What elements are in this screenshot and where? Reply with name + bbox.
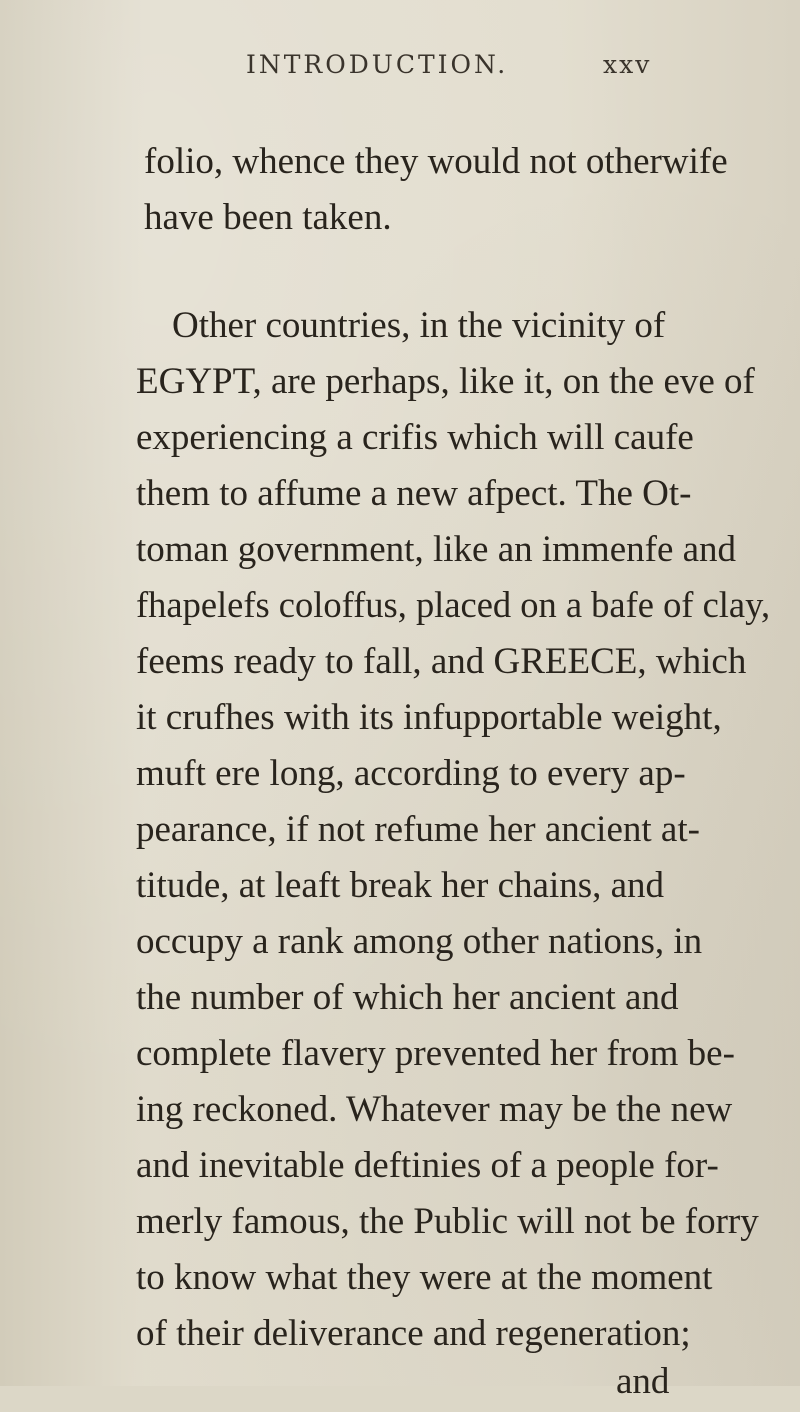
text-line: [0, 744, 800, 804]
text-line: [0, 296, 800, 356]
text-line: [0, 408, 800, 468]
line-text: pearance, if not refume her ancient at-: [136, 809, 700, 850]
text-line: [0, 188, 800, 248]
text-line: [0, 856, 800, 916]
line-text: to know what they were at the moment: [136, 1257, 713, 1298]
text-line: [0, 576, 800, 636]
line-text: EGYPT, are perhaps, like it, on the eve of: [136, 361, 755, 402]
line-text: toman government, like an immenfe and: [136, 529, 737, 570]
line-text: muft ere long, according to every ap-: [136, 753, 686, 794]
line-text: titude, at leaft break her chains, and: [136, 865, 665, 906]
line-text: fhapelefs coloffus, placed on a bafe of clay,: [136, 585, 771, 626]
text-line: [0, 352, 800, 412]
line-text: have been taken.: [144, 197, 392, 238]
line-text: them to affume a new afpect. The Ot-: [136, 473, 692, 514]
text-line: [0, 1024, 800, 1084]
text-line: [0, 800, 800, 860]
text-line: [0, 132, 800, 192]
text-line: [0, 1080, 800, 1140]
text-line: [0, 1192, 800, 1252]
text-line: [0, 464, 800, 524]
line-text: occupy a rank among other nations, in: [136, 921, 703, 962]
line-text: of their deliverance and regeneration;: [136, 1313, 691, 1354]
text-line: [0, 1248, 800, 1308]
line-text: it crufhes with its infupportable weight,: [136, 697, 722, 738]
line-text: folio, whence they would not otherwife: [144, 141, 728, 182]
line-text: and inevitable deftinies of a people for-: [136, 1145, 719, 1186]
text-line: [0, 688, 800, 748]
line-text: the number of which her ancient and: [136, 977, 679, 1018]
chapter-title: INTRODUCTION.: [246, 50, 509, 79]
catchword: and: [616, 1361, 670, 1402]
line-text: Other countries, in the vicinity of: [172, 305, 666, 346]
line-text: experiencing a crifis which will caufe: [136, 417, 694, 458]
line-text: feems ready to fall, and GREECE, which: [136, 641, 747, 682]
text-line: [0, 968, 800, 1028]
line-text: ing reckoned. Whatever may be the new: [136, 1089, 733, 1130]
line-text: complete flavery prevented her from be-: [136, 1033, 735, 1074]
running-head: [0, 50, 800, 90]
text-line: [0, 632, 800, 692]
text-line: [0, 912, 800, 972]
text-line: [0, 520, 800, 580]
page-number: xxv: [603, 50, 652, 79]
text-line: [0, 1136, 800, 1196]
line-text: merly famous, the Public will not be forry: [136, 1201, 759, 1242]
catchword-line: [0, 1352, 800, 1412]
